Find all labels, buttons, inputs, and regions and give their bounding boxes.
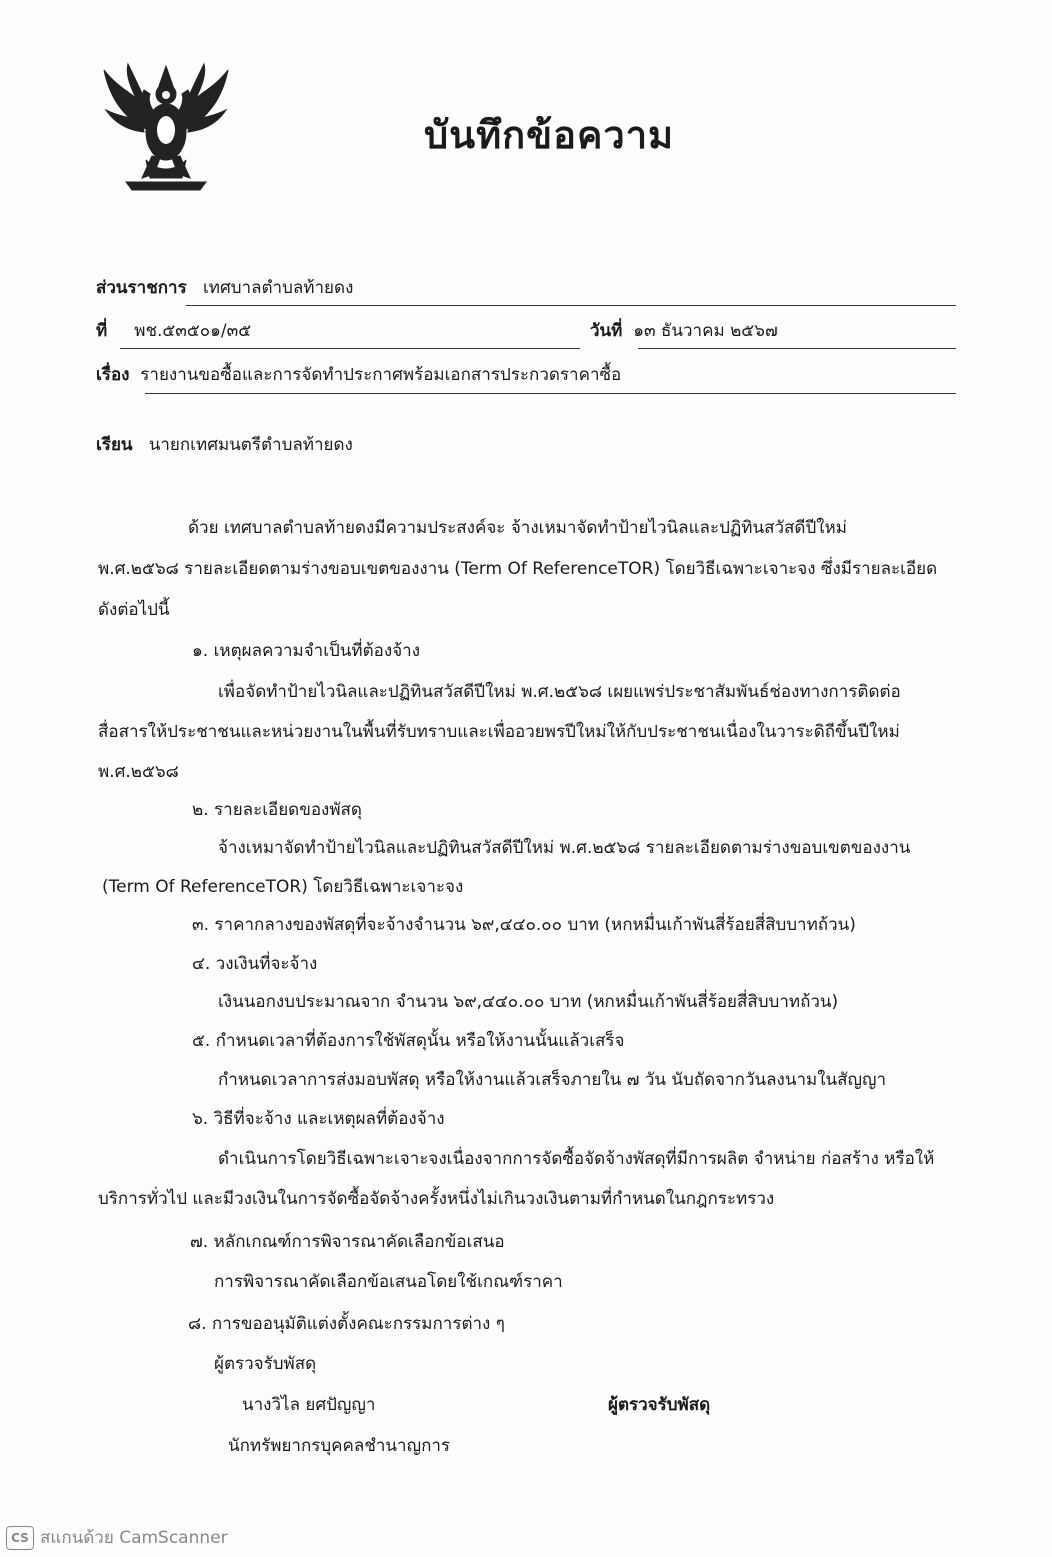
section-6-line-1: ดำเนินการโดยวิธีเฉพาะเจาะจงเนื่องจากการจัดซื้อจัดจ้างพัสดุที่มีการผลิต จำหน่าย ก่อสร้าง หรือให้: [218, 1149, 935, 1169]
section-1-line-2: สื่อสารให้ประชาชนและหน่วยงานในพื้นที่รับทราบและเพื่ออวยพรปีใหม่ให้กับประชาชนเนื่องในวาระดิถีขึ้นปีใหม่: [98, 722, 900, 742]
intro-line-1: ด้วย เทศบาลตำบลท้ายดงมีความประสงค์จะ จ้างเหมาจัดทำป้ายไวนิลและปฏิทินสวัสดีปีใหม่: [188, 518, 847, 538]
subject-label: เรื่อง: [96, 365, 130, 385]
section-4-heading: ๔. วงเงินที่จะจ้าง: [192, 954, 318, 974]
intro-line-2: พ.ศ.๒๕๖๘ รายละเอียดตามร่างขอบเขตของงาน (Term Of ReferenceTOR) โดยวิธีเฉพาะเจาะจง ซึ่งมีรายละเอียด: [98, 559, 938, 579]
date-label: วันที่: [590, 321, 623, 341]
inspector-position: นักทรัพยากรบุคคลชำนาญการ: [228, 1436, 451, 1456]
date-value: ๑๓ ธันวาคม ๒๕๖๗: [633, 321, 778, 341]
section-2-line-1: จ้างเหมาจัดทำป้ายไวนิลและปฏิทินสวัสดีปีใหม่ พ.ศ.๒๕๖๘ รายละเอียดตามร่างขอบเขตของงาน: [218, 838, 911, 858]
agency-label: ส่วนราชการ: [96, 278, 187, 298]
ref-rule: [120, 348, 580, 349]
inspector-name: นางวิไล ยศปัญญา: [242, 1395, 376, 1415]
camscanner-logo-icon: CS: [6, 1526, 34, 1550]
section-5-heading: ๕. กำหนดเวลาที่ต้องการใช้พัสดุนั้น หรือให้งานนั้นแล้วเสร็จ: [192, 1031, 625, 1051]
section-2-line-2: (Term Of ReferenceTOR) โดยวิธีเฉพาะเจาะจง: [102, 877, 464, 897]
section-4-line-1: เงินนอกงบประมาณจาก จำนวน ๖๙,๔๔๐.๐๐ บาท (หกหมื่นเก้าพันสี่ร้อยสี่สิบบาทถ้วน): [218, 992, 839, 1012]
section-6-line-2: บริการทั่วไป และมีวงเงินในการจัดซื้อจัดจ้างครั้งหนึ่งไม่เกินวงเงินตามที่กำหนดในกฎกระทรวง: [98, 1189, 775, 1209]
subject-row: [96, 361, 621, 388]
section-7-line-1: การพิจารณาคัดเลือกข้อเสนอโดยใช้เกณฑ์ราคา: [214, 1272, 563, 1292]
ref-row: [96, 317, 251, 344]
section-7-heading: ๗. หลักเกณฑ์การพิจารณาคัดเลือกข้อเสนอ: [190, 1232, 505, 1252]
section-1-line-3: พ.ศ.๒๕๖๘: [98, 762, 179, 782]
camscanner-watermark: [6, 1524, 228, 1551]
subject-rule: [145, 393, 956, 394]
section-2-heading: ๒. รายละเอียดของพัสดุ: [192, 800, 362, 820]
intro-line-3: ดังต่อไปนี้: [98, 600, 170, 620]
section-3-heading: ๓. ราคากลางของพัสดุที่จะจ้างจำนวน ๖๙,๔๔๐.๐๐ บาท (หกหมื่นเก้าพันสี่ร้อยสี่สิบบาทถ้วน): [192, 915, 856, 935]
subject-value: รายงานขอซื้อและการจัดทำประกาศพร้อมเอกสารประกวดราคาซื้อ: [140, 365, 622, 385]
ref-label: ที่: [96, 321, 108, 341]
agency-value: เทศบาลตำบลท้ายดง: [202, 278, 354, 298]
ref-value: พช.๕๓๕๐๑/๓๕: [134, 321, 252, 341]
date-row: [590, 317, 778, 344]
salutation-value: นายกเทศมนตรีตำบลท้ายดง: [148, 435, 353, 455]
section-1-heading: ๑. เหตุผลความจำเป็นที่ต้องจ้าง: [192, 641, 420, 661]
garuda-emblem-icon: [96, 60, 236, 200]
camscanner-text: สแกนด้วย CamScanner: [40, 1528, 228, 1548]
salutation-label: เรียน: [96, 435, 133, 455]
section-5-line-1: กำหนดเวลาการส่งมอบพัสดุ หรือให้งานแล้วเสร็จภายใน ๗ วัน นับถัดจากวันลงนามในสัญญา: [218, 1070, 887, 1090]
section-8-subheading: ผู้ตรวจรับพัสดุ: [214, 1354, 317, 1374]
section-8-heading: ๘. การขออนุมัติแต่งตั้งคณะกรรมการต่าง ๆ: [188, 1314, 505, 1334]
agency-row: [96, 274, 353, 301]
date-rule: [638, 348, 956, 349]
salutation-row: [96, 431, 353, 458]
inspector-role: ผู้ตรวจรับพัสดุ: [608, 1395, 711, 1415]
agency-rule: [186, 305, 956, 306]
page-title: บันทึกข้อความ: [424, 113, 675, 157]
section-1-line-1: เพื่อจัดทำป้ายไวนิลและปฏิทินสวัสดีปีใหม่ พ.ศ.๒๕๖๘ เผยแพร่ประชาสัมพันธ์ช่องทางการติดต่อ: [218, 682, 901, 702]
section-6-heading: ๖. วิธีที่จะจ้าง และเหตุผลที่ต้องจ้าง: [192, 1109, 445, 1129]
